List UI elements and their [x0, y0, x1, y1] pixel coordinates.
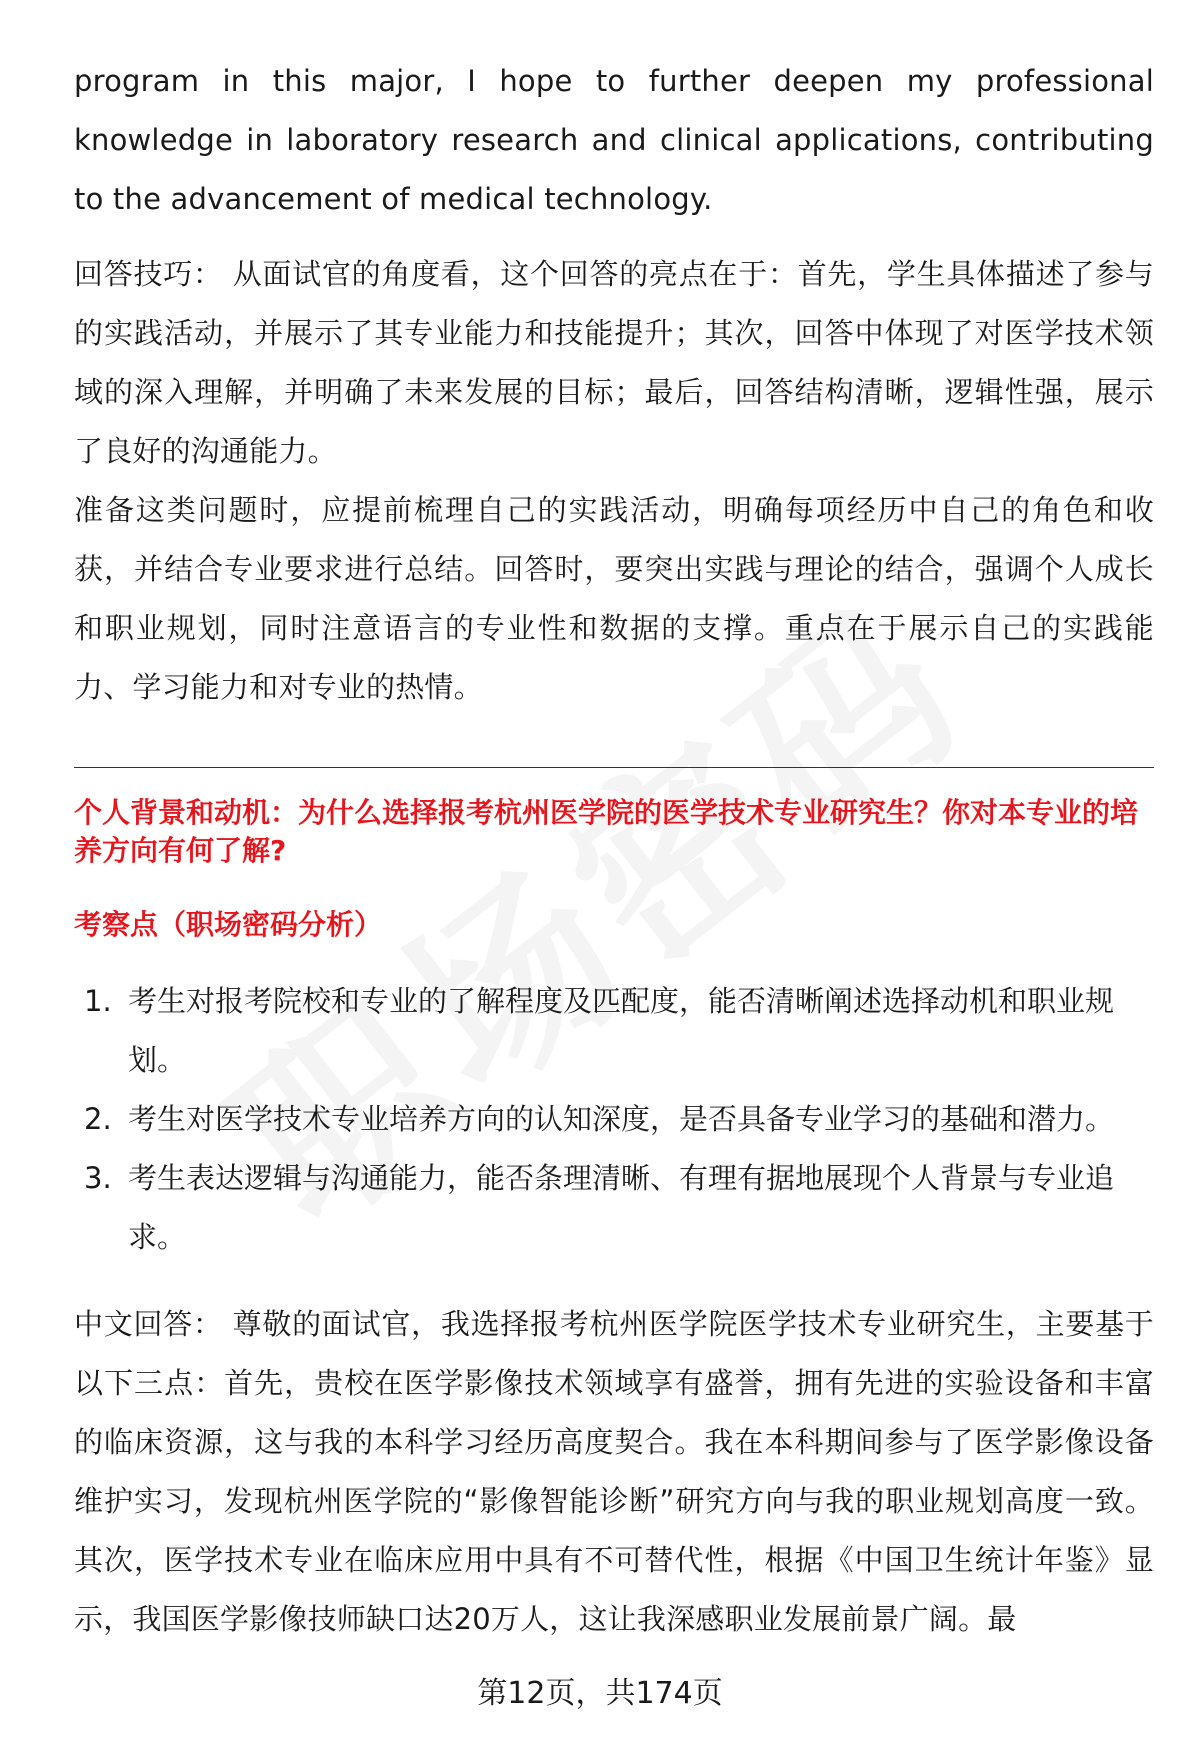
chinese-answer-paragraph	[74, 1295, 1154, 1649]
tips-paragraph	[74, 245, 1154, 481]
list-item-number: 3.	[84, 1161, 112, 1195]
analysis-subheading: 考察点（职场密码分析）	[74, 908, 383, 941]
tips-label: 回答技巧：	[74, 257, 223, 291]
analysis-points-list	[74, 972, 1154, 1267]
page-number-footer: 第12页，共174页	[477, 1676, 723, 1711]
prep-paragraph: 准备这类问题时，应提前梳理自己的实践活动，明确每项经历中自己的角色和收获，并结合专业要求进行总结。回答时，要突出实践与理论的结合，强调个人成长和职业规划，同时注意语言的专业性和数据的支撑。重点在于展示自己的实践能力、学习能力和对专业的热情。	[74, 493, 1154, 704]
list-item	[74, 1149, 1154, 1267]
list-item-number: 2.	[84, 1102, 112, 1136]
section-divider	[74, 767, 1154, 768]
answer-text: 尊敬的面试官，我选择报考杭州医学院医学技术专业研究生，主要基于以下三点：首先，贵校在医学影像技术领域享有盛誉，拥有先进的实验设备和丰富的临床资源，这与我的本科学习经历高度契合。我在本科期间参与了医学影像设备维护实习，发现杭州医学院的“影像智能诊断”研究方向与我的职业规划高度一致。其次，医学技术专业在临床应用中具有不可替代性，根据《中国卫生统计年鉴》显示，我国医学影像技师缺口达20万人，这让我深感职业发展前景广阔。最	[74, 1307, 1155, 1636]
list-item-text: 考生表达逻辑与沟通能力，能否条理清晰、有理有据地展现个人背景与专业追求。	[128, 1161, 1115, 1254]
question-heading: 个人背景和动机：为什么选择报考杭州医学院的医学技术专业研究生？你对本专业的培养方向有何了解?	[74, 796, 1139, 867]
intro-english-paragraph: program in this major, I hope to further deepen my professional knowledge in laboratory research and clinical applications, contributing to the advancement of medical technology.	[74, 64, 1154, 216]
list-item-number: 1.	[84, 984, 112, 1018]
answer-label: 中文回答：	[74, 1307, 223, 1341]
content-area	[74, 52, 1154, 1649]
list-item-text: 考生对报考院校和专业的了解程度及匹配度，能否清晰阐述选择动机和职业规划。	[128, 984, 1115, 1077]
list-item	[74, 1090, 1154, 1149]
list-item	[74, 972, 1154, 1090]
list-item-text: 考生对医学技术专业培养方向的认知深度，是否具备专业学习的基础和潜力。	[128, 1102, 1115, 1136]
tips-text: 从面试官的角度看，这个回答的亮点在于：首先，学生具体描述了参与的实践活动，并展示了其专业能力和技能提升；其次，回答中体现了对医学技术领域的深入理解，并明确了未来发展的目标；最后，回答结构清晰，逻辑性强，展示了良好的沟通能力。	[74, 257, 1155, 468]
